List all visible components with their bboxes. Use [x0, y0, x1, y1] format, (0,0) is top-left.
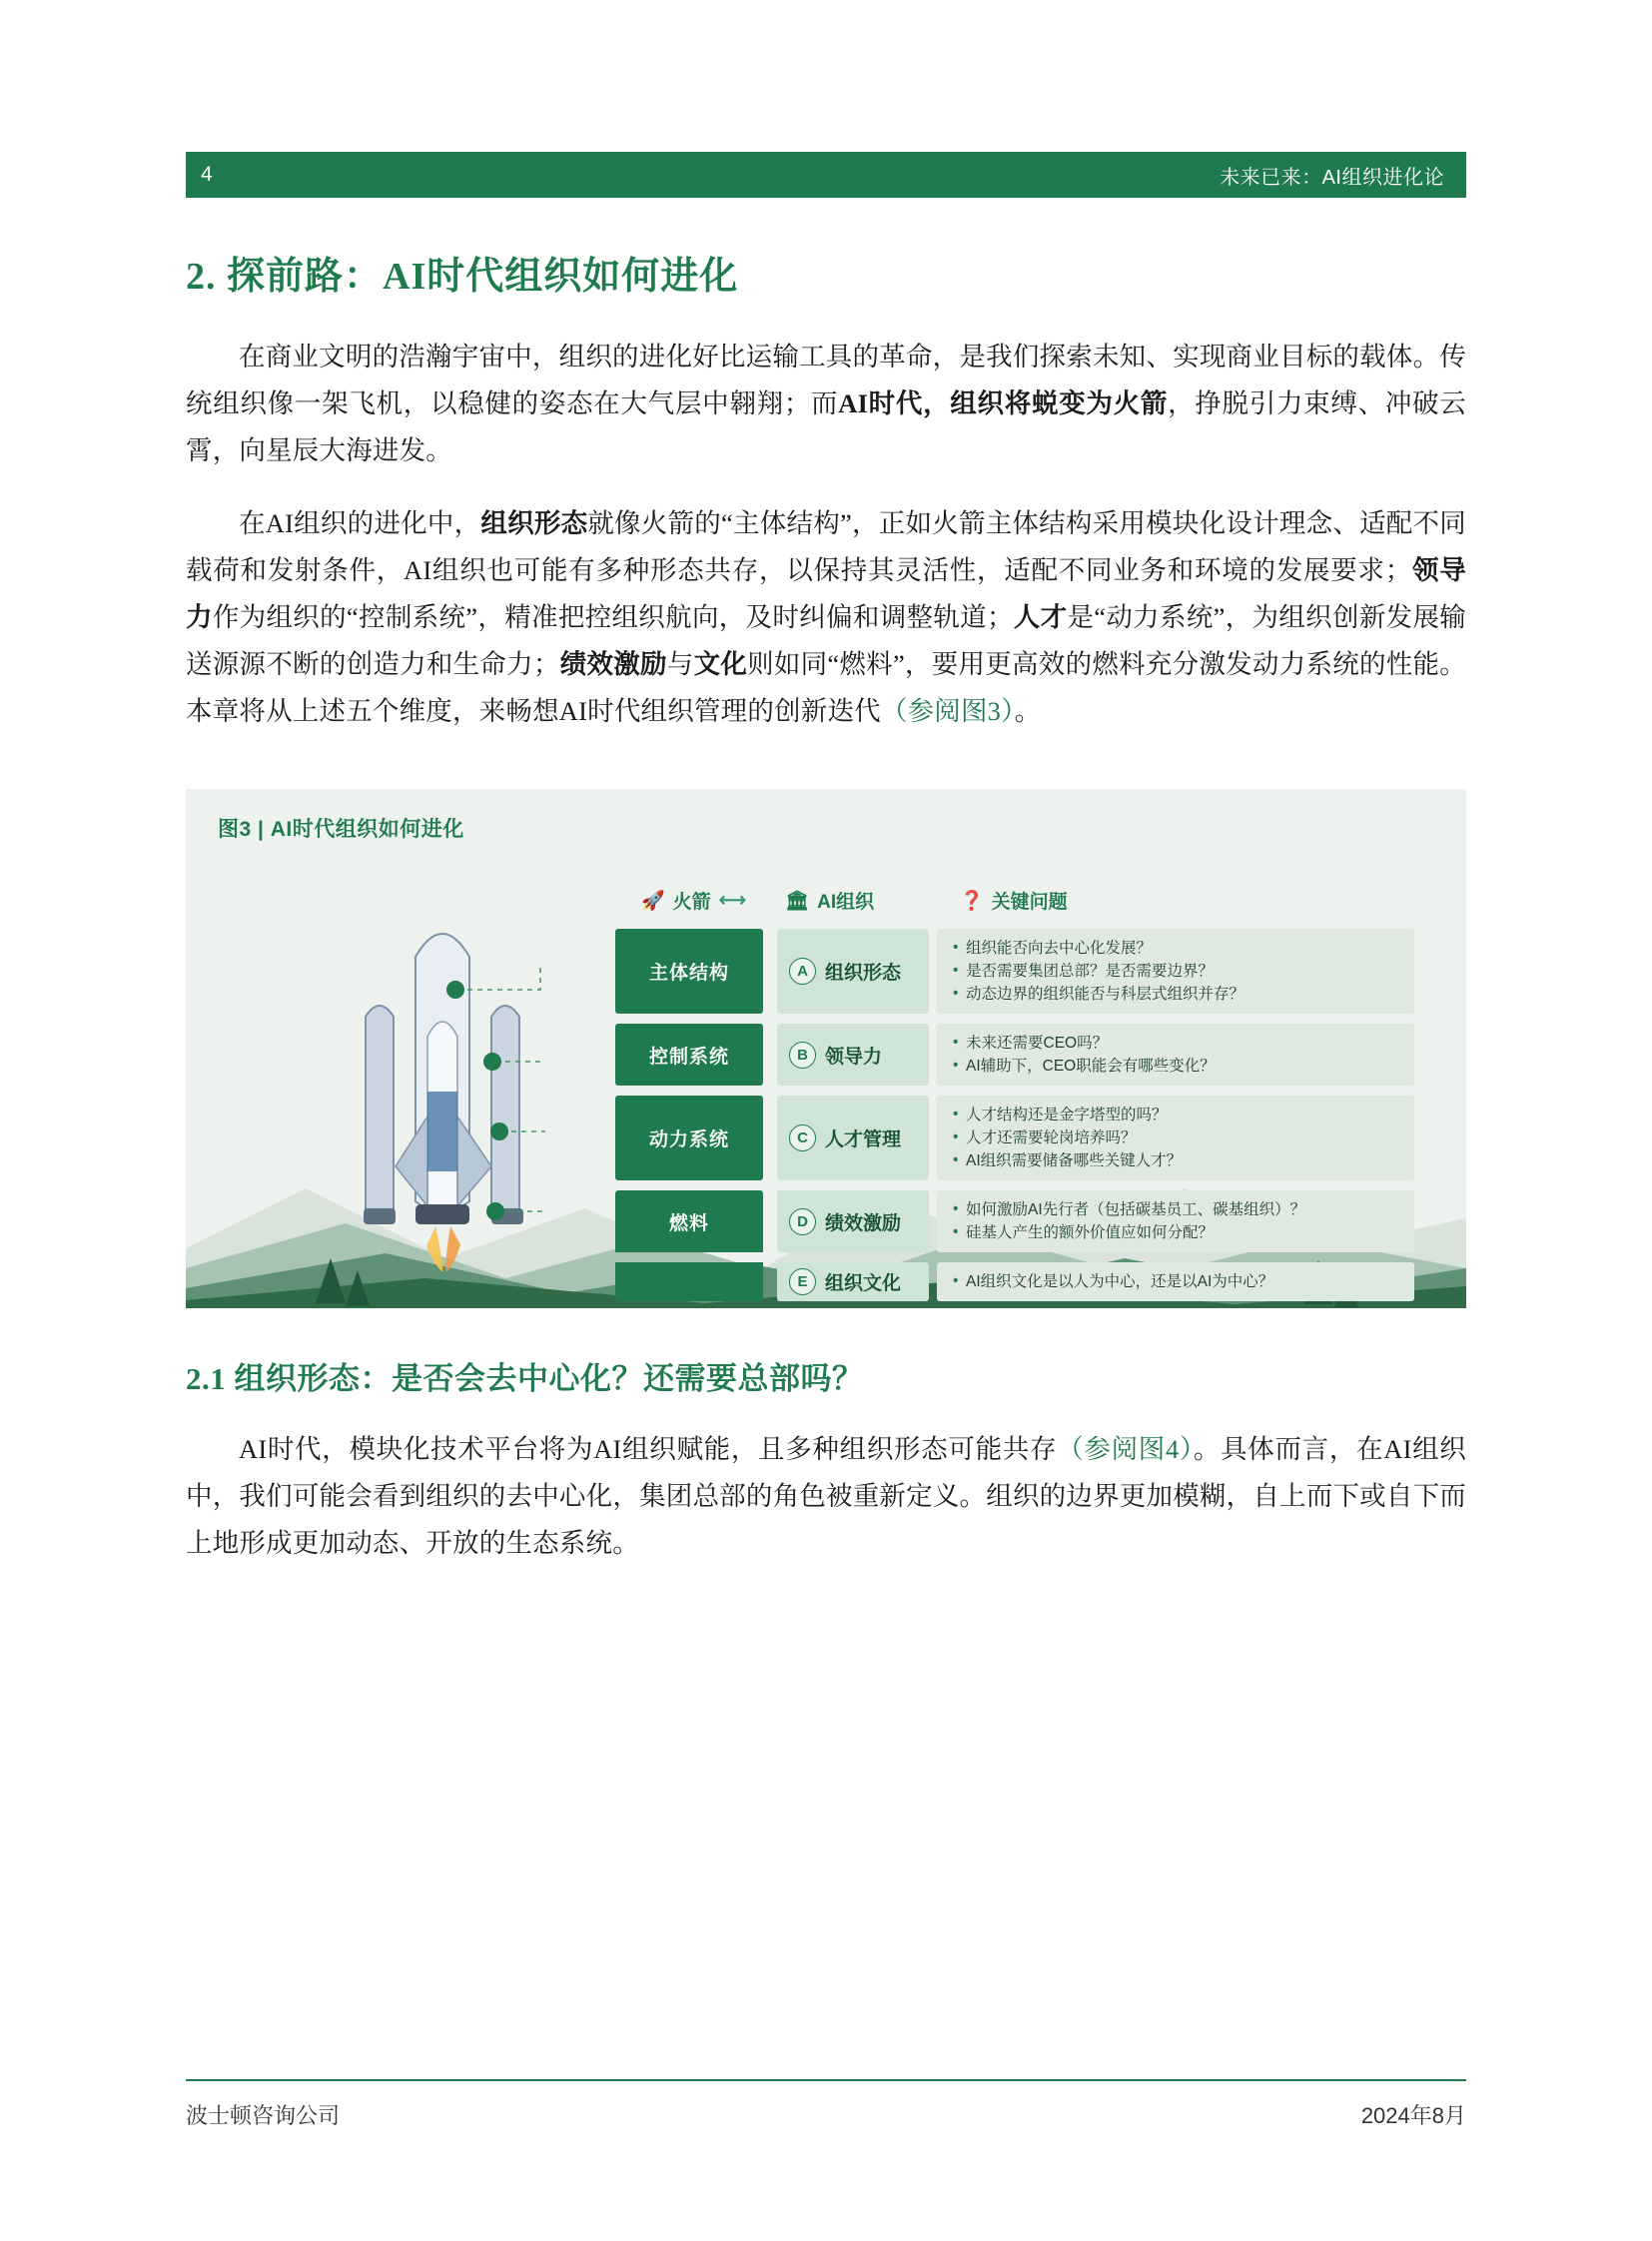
paragraph-2: 在AI组织的进化中，组织形态就像火箭的“主体结构”，正如火箭主体结构采用模块化设计理念、适配不同载荷和发射条件，AI组织也可能有多种形态共存，以保持其灵活性，适配不同业务和环境的发展要求；领导力作为组织的“控制系统”，精准把控组织航向，及时纠偏和调整轨道；人才是“动力系统”，为组织创新发展输送源源不断的创造力和生命力；绩效激励与文化则如同“燃料”，要用更高效的燃料充分激发动力系统的性能。本章将从上述五个维度，来畅想AI时代组织管理的创新迭代（参阅图3）。 [186, 508, 1466, 726]
figure-title: 图3 | AI时代组织如何进化 [218, 818, 464, 841]
org-dimension-label: 组织文化 [825, 1273, 902, 1294]
badge-letter: E [789, 1268, 816, 1295]
question-item: • 如何激励AI先行者（包括碳基员工、碳基组织）？ [953, 1198, 1400, 1221]
column-header-questions-label: 关键问题 [991, 892, 1068, 913]
page-header [186, 152, 1466, 198]
question-item: • 硅基人产生的额外价值应如何分配？ [953, 1221, 1400, 1244]
figure-column-headers [585, 887, 1284, 917]
question-item: • AI组织文化是以人为中心，还是以AI为中心？ [953, 1270, 1400, 1293]
paragraph-1: 在商业文明的浩瀚宇宙中，组织的进化好比运输工具的革命，是我们探索未知、实现商业目标的载体。传统组织像一架飞机，以稳健的姿态在大气层中翱翔；而AI时代，组织将蜕变为火箭，挣脱引力束缚、冲破云霄，向星辰大海进发。 [186, 342, 1466, 465]
org-dimension-label: 绩效激励 [825, 1212, 902, 1234]
question-item: • 组织能否向去中心化发展？ [953, 937, 1400, 960]
subsection [186, 1353, 1466, 1593]
rocket-icon: 🚀 [641, 890, 665, 912]
column-header-organization [785, 887, 874, 914]
key-questions [937, 1096, 1414, 1180]
org-dimension [777, 1262, 929, 1301]
badge-letter: D [789, 1208, 816, 1235]
column-header-rocket-label: 火箭 [672, 892, 711, 913]
subsection-paragraph: AI时代，模块化技术平台将为AI组织赋能，且多种组织形态可能共存（参阅图4）。具体而言，在AI组织中，我们可能会看到组织的去中心化，集团总部的角色被重新定义。组织的边界更加模糊，自上而下或自下而上地形成更加动态、开放的生态系统。 [186, 1434, 1467, 1558]
page-footer [186, 2079, 1466, 2130]
footer-divider [186, 2079, 1466, 2081]
org-dimension-label: 领导力 [825, 1046, 883, 1068]
figure-row [615, 1096, 1414, 1180]
building-icon: 🏛 [785, 890, 810, 912]
subsection-title: 2.1 组织形态：是否会去中心化？还需要总部吗？ [186, 1361, 864, 1396]
column-header-organization-label: AI组织 [817, 892, 875, 913]
question-item: • 未来还需要CEO吗？ [953, 1032, 1400, 1055]
key-questions [937, 1190, 1414, 1252]
rocket-part-label: 动力系统 [615, 1096, 763, 1180]
double-arrow-icon: ⟷ [718, 890, 746, 911]
question-item: • 人才还需要轮岗培养吗？ [953, 1126, 1400, 1149]
org-dimension-label: 组织形态 [825, 963, 902, 984]
figure-3 [186, 789, 1466, 1308]
figure-row [615, 1024, 1414, 1086]
question-item: • 人才结构还是金字塔型的吗？ [953, 1104, 1400, 1126]
question-item: • 是否需要集团总部？是否需要边界？ [953, 960, 1400, 983]
column-header-rocket [641, 887, 746, 914]
figure-row [615, 1190, 1414, 1252]
key-questions [937, 1262, 1414, 1301]
org-dimension-label: 人才管理 [825, 1129, 902, 1150]
key-questions [937, 929, 1414, 1014]
question-item: • AI组织需要储备哪些关键人才？ [953, 1149, 1400, 1172]
figure-rows [615, 929, 1414, 1308]
badge-letter: C [789, 1124, 816, 1151]
org-dimension [777, 1096, 929, 1180]
figure-row [615, 929, 1414, 1014]
org-dimension [777, 1024, 929, 1086]
column-header-questions [960, 887, 1068, 914]
question-mark-icon: ❓ [960, 890, 984, 912]
org-dimension [777, 1190, 929, 1252]
rocket-part-label: 控制系统 [615, 1024, 763, 1086]
rocket-illustration [296, 917, 595, 1276]
footer-date: 2024年8月 [1360, 2103, 1466, 2128]
key-questions [937, 1024, 1414, 1086]
section-title: 2. 探前路：AI时代组织如何进化 [186, 256, 739, 298]
footer-company: 波士顿咨询公司 [186, 2103, 341, 2128]
page-number: 4 [186, 152, 246, 198]
rocket-part-label: 主体结构 [615, 929, 763, 1014]
figure-row [615, 1262, 1414, 1301]
badge-letter: B [789, 1042, 816, 1069]
question-item: • 动态边界的组织能否与科层式组织并存？ [953, 983, 1400, 1006]
question-item: • AI辅助下，CEO职能会有哪些变化？ [953, 1055, 1400, 1078]
org-dimension [777, 929, 929, 1014]
running-title: 未来已来：AI组织进化论 [246, 152, 1466, 198]
badge-letter: A [789, 958, 816, 985]
rocket-part-label: 燃料 [615, 1190, 763, 1252]
rocket-part-label-empty [615, 1262, 763, 1301]
main-content [186, 245, 1466, 761]
